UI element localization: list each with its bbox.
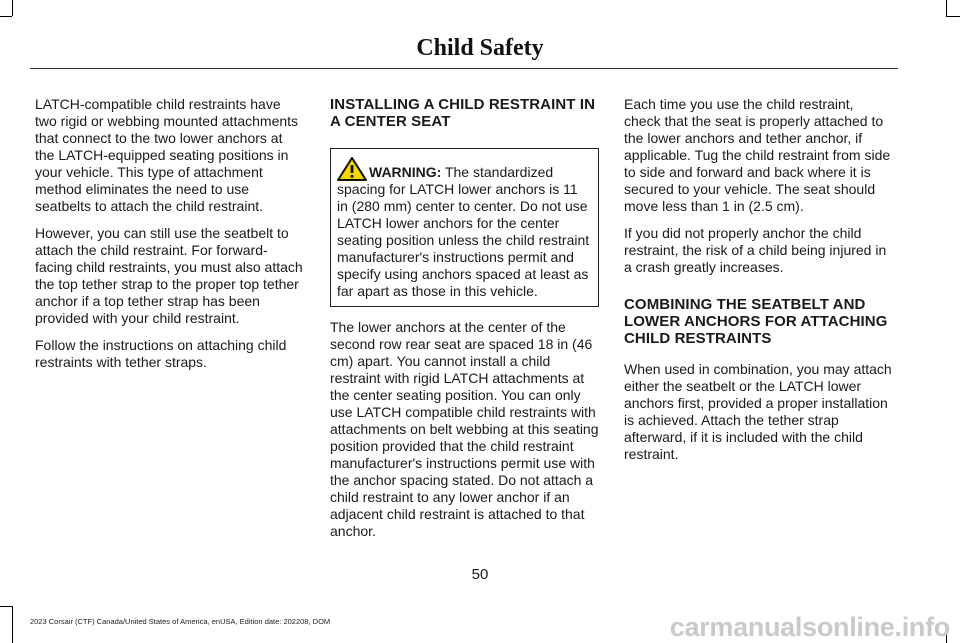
paragraph: However, you can still use the seatbelt to attach the child restraint. For forward-facing child restraints, you must also attach the top tether strap to the proper top tether anchor if a top tether strap has been provided with your child restraint.	[35, 225, 303, 326]
warning-triangle-icon	[337, 157, 367, 181]
paragraph: When used in combination, you may attach either the seatbelt or the LATCH lower anchors first, provided a proper installation is achieved. Attach the tether strap afterward, if it is included with the child restraint.	[624, 361, 892, 462]
paragraph: LATCH-compatible child restraints have two rigid or webbing mounted attachments that connect to the two lower anchors at the LATCH-equipped seating positions in your vehicle. This type of attachment method eliminates the need to use seatbelts to attach the child restraint.	[35, 96, 299, 214]
section-heading: COMBINING THE SEATBELT AND LOWER ANCHORS FOR ATTACHING CHILD RESTRAINTS	[624, 296, 888, 347]
crop-mark	[946, 16, 960, 17]
watermark: carmanualsonline.info	[669, 612, 950, 642]
crop-mark	[0, 16, 12, 17]
page-number: 50	[471, 566, 489, 583]
warning-text: The standardized spacing for LATCH lower anchors is 11 in (280 mm) center to center. Do not use LATCH lower anchors for the center seating position unless the child restraint manufacturer's instructions permit and specify using anchors spaced at least as far apart as those in this vehicle.	[337, 164, 590, 299]
paragraph: Follow the instructions on attaching child restraints with tether straps.	[35, 337, 287, 370]
crop-mark	[12, 0, 13, 16]
crop-mark	[0, 606, 12, 607]
section-heading: INSTALLING A CHILD RESTRAINT IN A CENTER SEAT	[330, 96, 596, 130]
page-title: Child Safety	[416, 35, 544, 61]
crop-mark	[12, 606, 13, 643]
paragraph: The lower anchors at the center of the second row rear seat are spaced 18 in (46 cm) apart. You cannot install a child restraint with rigid LATCH attachments at the center seating position. You can only use LATCH compatible child restraints with attachments on belt webbing at this seating position provided that the child restraint manufacturer's instructions permit use with the anchor spacing stated. Do not attach a child restraint to any lower anchor if an adjacent child restraint is attached to that anchor.	[330, 319, 599, 539]
middle-column	[330, 96, 599, 550]
paragraph: If you did not properly anchor the child restraint, the risk of a child being injured in a crash greatly increases.	[624, 225, 887, 275]
paragraph: Each time you use the child restraint, check that the seat is properly attached to the lower anchors and tether anchor, if applicable. Tug the child restraint from side to side and forward and back where it is secured to your vehicle. The seat should move less than 1 in (2.5 cm).	[624, 96, 891, 214]
left-column	[35, 96, 304, 381]
warning-box	[330, 148, 599, 307]
header-divider	[30, 68, 898, 69]
right-column	[624, 96, 893, 473]
edition-footer: 2023 Corsair (CTF) Canada/United States of America, enUSA, Edition date: 202208, DOM	[30, 617, 331, 626]
warning-label: WARNING:	[369, 164, 442, 180]
crop-mark	[946, 0, 947, 16]
